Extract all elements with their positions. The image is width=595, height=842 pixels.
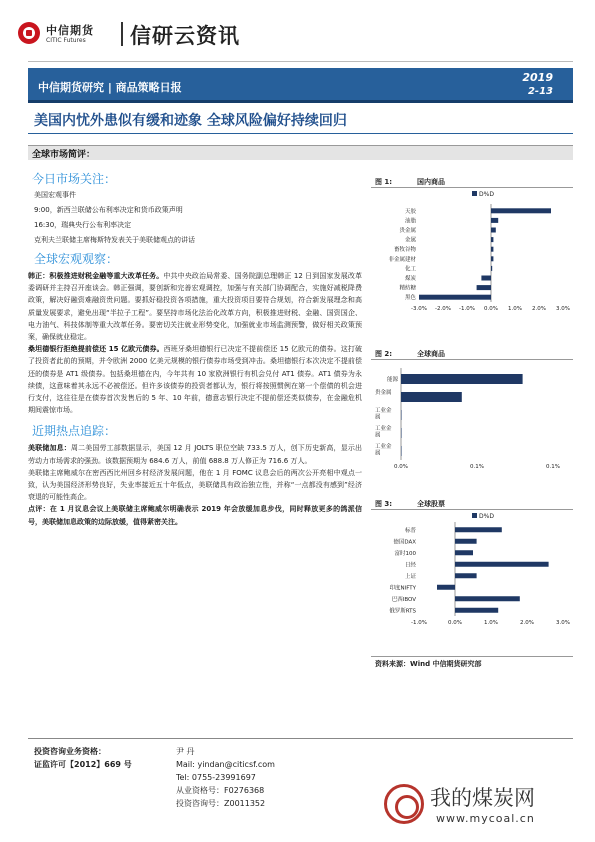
analyst-contact [176, 745, 275, 810]
legend-label: D%D [479, 191, 494, 198]
category-label: 俄罗斯RTS [389, 608, 416, 615]
mycoal-logo-icon [384, 784, 424, 824]
brand-title: 信研云资讯 [130, 24, 240, 48]
category-label: 能源 [386, 377, 398, 383]
focus-item: 美国宏观事件 [34, 191, 76, 199]
category-label: 标普 [404, 527, 416, 534]
bar [481, 276, 491, 281]
paragraph-lead: 美联储加息： [28, 444, 71, 453]
hot-paragraph [28, 503, 362, 527]
bar [491, 266, 492, 271]
logo-english-name: CITIC Futures [46, 37, 86, 44]
footer-divider [28, 738, 573, 739]
legend-label: D%D [479, 513, 494, 520]
bar [477, 285, 491, 290]
bar [401, 374, 523, 384]
data-source: 资料来源：Wind 中信期货研究部 [371, 656, 573, 669]
focus-item: 克利夫兰联储主席梅斯特发表关于美联储观点的讲话 [34, 236, 195, 244]
tick-label: -3.0% [411, 306, 427, 312]
global-commodities-chart [371, 360, 573, 490]
analyst-phone: Tel: 0755-23991697 [176, 773, 256, 782]
category-label: 富时100 [394, 550, 416, 557]
figure-header [371, 498, 573, 510]
category-label: 巴西IBOV [391, 596, 416, 603]
category-label: 上证 [404, 573, 416, 580]
bar [491, 247, 493, 252]
license-number: 证监许可【2012】669 号 [34, 760, 132, 769]
license-line: 投资咨询业务资格： [34, 747, 106, 756]
macro-heading: 全球宏观观察： [34, 252, 119, 266]
category-label: 工业金属 [375, 426, 392, 439]
bar [455, 608, 498, 613]
category-label: 印度NIFTY [389, 585, 416, 592]
legend-swatch [472, 513, 477, 518]
watermark [384, 780, 584, 832]
bar [437, 585, 455, 590]
paragraph-body: 周二美国劳工部数据显示，美国 12 月 JOLTS 职位空缺 733.5 万人，创下历史新高，显示出劳动力市场需求的强劲。该数据预期为 684.6 万人，前值 688.8 万人修正为 716.6 万人。 [28, 444, 362, 465]
bar [455, 527, 502, 532]
banner-title: 中信期货研究 | 商品策略日报 [38, 81, 182, 94]
today-heading: 今日市场关注： [32, 172, 117, 186]
category-label: 日经 [404, 562, 416, 569]
watermark-url: www.mycoal.cn [436, 812, 535, 825]
citic-logo-icon [18, 22, 40, 44]
headline-divider [28, 133, 573, 134]
tick-label: 0.0% [484, 306, 498, 312]
legend-swatch [472, 191, 477, 196]
figure-title: 全球商品 [417, 350, 445, 358]
bar [455, 550, 473, 555]
category-label: 工业金属 [375, 444, 392, 457]
right-column [371, 176, 573, 669]
tick-label: 0.0% [394, 464, 408, 470]
paragraph-body: 在 1 月议息会议上美联储主席鲍威尔明确表示 2019 年会放缓加息步伐，同时释放更多的鸽派信号，美联储加息政策的边际放缓，值得紧密关注。 [28, 505, 363, 526]
category-label: 贵金属 [399, 228, 416, 234]
domestic-commodities-chart [371, 188, 573, 338]
tick-label: 2.0% [520, 620, 534, 626]
paragraph-body: 中共中央政治局常委、国务院副总理韩正 12 日到国家发展改革委调研并主持召开座谈会。韩正强调，要创新和完善宏观调控，加强与有关部门协调配合，实施好减税降费政策，解决好融资难融资贵问题。要抓好稳投资各项措施，重大投资项目要符合规划，符合新发展理念和高质量发展要求，避免出现“半拉子工程”。要坚持市场化法治化改革方向，积极推进财税、金融、国资国企、电力油气、科技体制等重大改革任务。要密切关注就业形势变化，加强就业市场监测预警，做好相关政策预案，确保就业稳定。 [28, 272, 363, 342]
bar [455, 596, 520, 601]
banner-date: 2-13 [527, 86, 553, 97]
report-headline: 美国内忧外患似有缓和迹象 全球风险偏好持续回归 [34, 113, 347, 129]
bar [401, 428, 402, 438]
analyst-email[interactable]: Mail: yindan@citicsf.com [176, 760, 275, 769]
tick-label: 3.0% [556, 306, 570, 312]
tick-label: -2.0% [435, 306, 451, 312]
figure-number: 图 3: [375, 500, 393, 508]
bar [455, 573, 477, 578]
hot-heading: 近期热点追踪： [32, 424, 117, 439]
bar [419, 295, 491, 300]
bar [401, 410, 402, 420]
category-label: 贵金属 [375, 390, 392, 396]
report-banner [28, 68, 573, 103]
legend [472, 191, 494, 198]
category-label: 德国DAX [393, 539, 416, 546]
analyst-name: 尹 丹 [176, 747, 195, 756]
paragraph-lead: 桑坦德银行拒绝提前偿还 15 亿欧元债券。 [28, 345, 164, 354]
logo-divider [121, 22, 123, 46]
macro-paragraph [28, 343, 362, 416]
bar [491, 256, 493, 261]
category-label: 油脂 [404, 218, 416, 225]
hot-paragraph: 美联储主席鲍威尔在密西西比州回乡村经济发展问题，他在 1 月 FOMC 议息会后的两次公开亮相中观点一致，认为美国经济形势良好，失业率接近五十年低点，美联储具有政治独立性，并称“一点都没有感到”经济衰退的可能性高企。 [28, 468, 362, 502]
watermark-name: 我的煤炭网 [430, 786, 535, 810]
tick-label: 0.0% [448, 620, 462, 626]
tick-label: 0.1% [546, 464, 560, 470]
figure-header [371, 348, 573, 360]
category-label: 畜牧谷物 [393, 247, 416, 254]
banner-year: 2019 [522, 71, 553, 84]
tick-label: -1.0% [459, 306, 475, 312]
paragraph-body: 西班牙桑坦德银行已决定不提前偿还 15 亿欧元的债券。这打破了投资者此前的预期，并令欧洲 2000 亿美元规模的银行债券市场受到冲击。桑坦德银行本次决定不提前偿还的债券是 AT1 级债券。包括桑坦德在内，今年共有 10 家欧洲银行有机会兑付 AT1 债券。AT1 债券为永续债，这意味着其永远不必被偿还。但许多该债券的投资者都认为，银行将按照惯例在第一个偿债的机会进行支付，这往往是在债券首次发售后的 5 年、10 年前，德意志银行决定不提前偿还类似债券，在金融危机期间震惊市场。 [28, 345, 362, 415]
category-label: 非金属建材 [388, 256, 416, 263]
focus-item: 9:00，新西兰联储公布利率决定和货币政策声明 [34, 206, 183, 214]
tick-label: -1.0% [411, 620, 427, 626]
figure-number: 图 1: [375, 178, 393, 186]
tick-label: 0.1% [470, 464, 484, 470]
bar [401, 446, 402, 456]
tick-label: 1.0% [484, 620, 498, 626]
bar [491, 208, 551, 213]
legend [472, 513, 494, 520]
category-label: 精纺糖 [399, 285, 416, 292]
bar [491, 218, 498, 223]
macro-paragraph [28, 270, 362, 343]
page-header [0, 0, 595, 62]
figure-number: 图 2: [375, 350, 393, 358]
bar [455, 539, 477, 544]
figure-header [371, 176, 573, 188]
bar [455, 562, 549, 567]
header-divider [28, 61, 573, 62]
category-label: 煤炭 [404, 276, 416, 282]
tick-label: 2.0% [532, 306, 546, 312]
tick-label: 1.0% [508, 306, 522, 312]
category-label: 工业金属 [375, 408, 392, 421]
section-title: 全球市场简评： [32, 150, 96, 160]
paragraph-lead: 韩正：积极推进财税金融等重大改革任务。 [28, 272, 164, 280]
figure-title: 国内商品 [417, 178, 445, 186]
tick-label: 3.0% [556, 620, 570, 626]
focus-item: 16:30，瑞典央行公布利率决定 [34, 221, 132, 229]
bar [491, 237, 493, 242]
logo-chinese-name: 中信期货 [46, 24, 94, 37]
license-info [34, 745, 132, 771]
section-header [28, 145, 573, 160]
category-label: 化工 [404, 266, 416, 273]
analyst-qualification: 从业资格号：F0276368 [176, 786, 265, 795]
bar [401, 392, 462, 402]
bar [491, 228, 496, 233]
category-label: 黑色 [404, 295, 416, 302]
left-column [28, 168, 362, 528]
category-label: 天胶 [404, 208, 416, 215]
analyst-consult-number: 投资咨询号：Z0011352 [176, 799, 266, 808]
paragraph-lead: 点评： [28, 505, 50, 514]
category-label: 金属 [404, 237, 416, 244]
figure-title: 全球股票 [417, 500, 445, 508]
hot-paragraph [28, 442, 362, 466]
global-equities-chart [371, 510, 573, 650]
